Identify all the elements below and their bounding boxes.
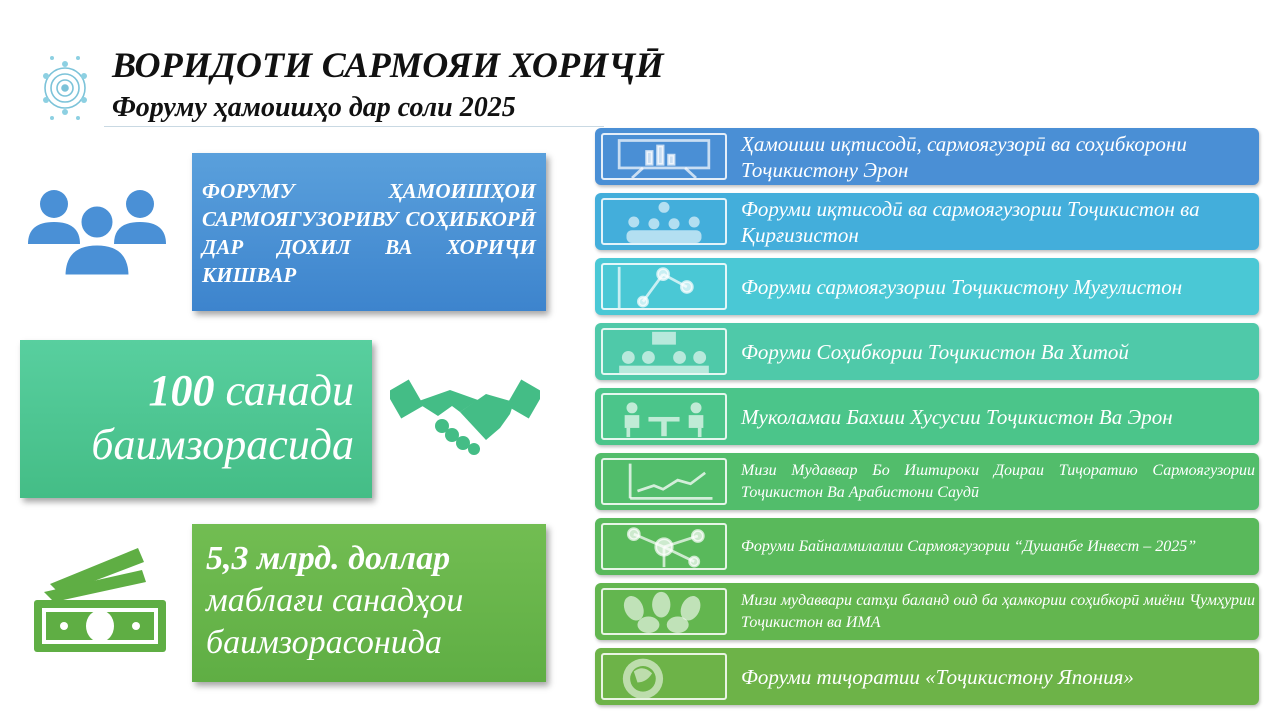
event-label: Мизи Мудаввар Бо Иштироки Доираи Тиҷоратию Сармоягузории Тоҷикистон Ва Арабистони Саудӣ xyxy=(741,461,1255,501)
group-icon xyxy=(22,182,172,278)
network-icon xyxy=(601,263,727,310)
event-label: Форуми иқтисодӣ ва сармоягузории Тоҷикистон ва Қирғизистон xyxy=(741,196,1200,247)
growth-chart-icon xyxy=(601,458,727,505)
forum-summary-box xyxy=(192,153,546,311)
event-label: Форуми Соҳибкории Тоҷикистон Ва Хитой xyxy=(741,339,1129,364)
conference-icon xyxy=(601,328,727,375)
event-item xyxy=(595,258,1259,315)
agreements-count-box xyxy=(20,340,372,498)
globe-icon xyxy=(601,653,727,700)
handshake-icon xyxy=(390,372,540,462)
page-title: ВОРИДОТИ САРМОЯИ ХОРИҶӢ xyxy=(112,45,664,85)
event-label: Ҳамоиши иқтисодӣ, сармоягузорӣ ва соҳибкорони Тоҷикистону Эрон xyxy=(741,131,1187,182)
investment-value-box xyxy=(192,524,546,682)
agreements-label-1: санади xyxy=(214,366,354,415)
title-divider xyxy=(104,126,604,127)
agreements-label-2: баимзорасида xyxy=(91,420,354,469)
event-item xyxy=(595,323,1259,380)
dialogue-icon xyxy=(601,393,727,440)
investment-label: маблағи санадҳои баимзорасонида xyxy=(206,582,464,661)
event-label: Форуми сармоягузории Тоҷикистону Муғулистон xyxy=(741,274,1183,299)
event-item xyxy=(595,193,1259,250)
event-item xyxy=(595,518,1259,575)
money-icon xyxy=(20,540,180,658)
event-item xyxy=(595,388,1259,445)
event-label: Форуми Байналмилалии Сармоягузории “Душанбе Инвест – 2025” xyxy=(741,537,1197,555)
hands-icon xyxy=(601,588,727,635)
hub-icon xyxy=(601,523,727,570)
presentation-icon xyxy=(601,133,727,180)
investment-amount: 5,3 млрд. доллар xyxy=(206,540,451,577)
event-item xyxy=(595,128,1259,185)
event-label: Форуми тиҷоратии «Тоҷикистону Япония» xyxy=(741,664,1134,689)
event-label: Муколамаи Бахши Хусусии Тоҷикистон Ва Эрон xyxy=(741,404,1173,429)
forum-summary-text: ФОРУМУ ҲАМОИШҲОИ САРМОЯГУЗОРИВУ СОҲИБКОРӢ ДАР ДОХИЛ ВА ХОРИҶИ КИШВАР xyxy=(202,179,536,287)
ornament-icon xyxy=(40,46,90,130)
event-item xyxy=(595,648,1259,705)
event-label: Мизи мудаввари сатҳи баланд оид ба ҳамкории соҳибкорӣ миёни Ҷумҳурии Тоҷикистон ва ИМА xyxy=(741,591,1255,631)
event-item xyxy=(595,453,1259,510)
page-subtitle: Форуму ҳамоишҳо дар соли 2025 xyxy=(112,92,516,123)
agreements-count: 100 xyxy=(148,366,215,415)
meeting-icon xyxy=(601,198,727,245)
event-item xyxy=(595,583,1259,640)
